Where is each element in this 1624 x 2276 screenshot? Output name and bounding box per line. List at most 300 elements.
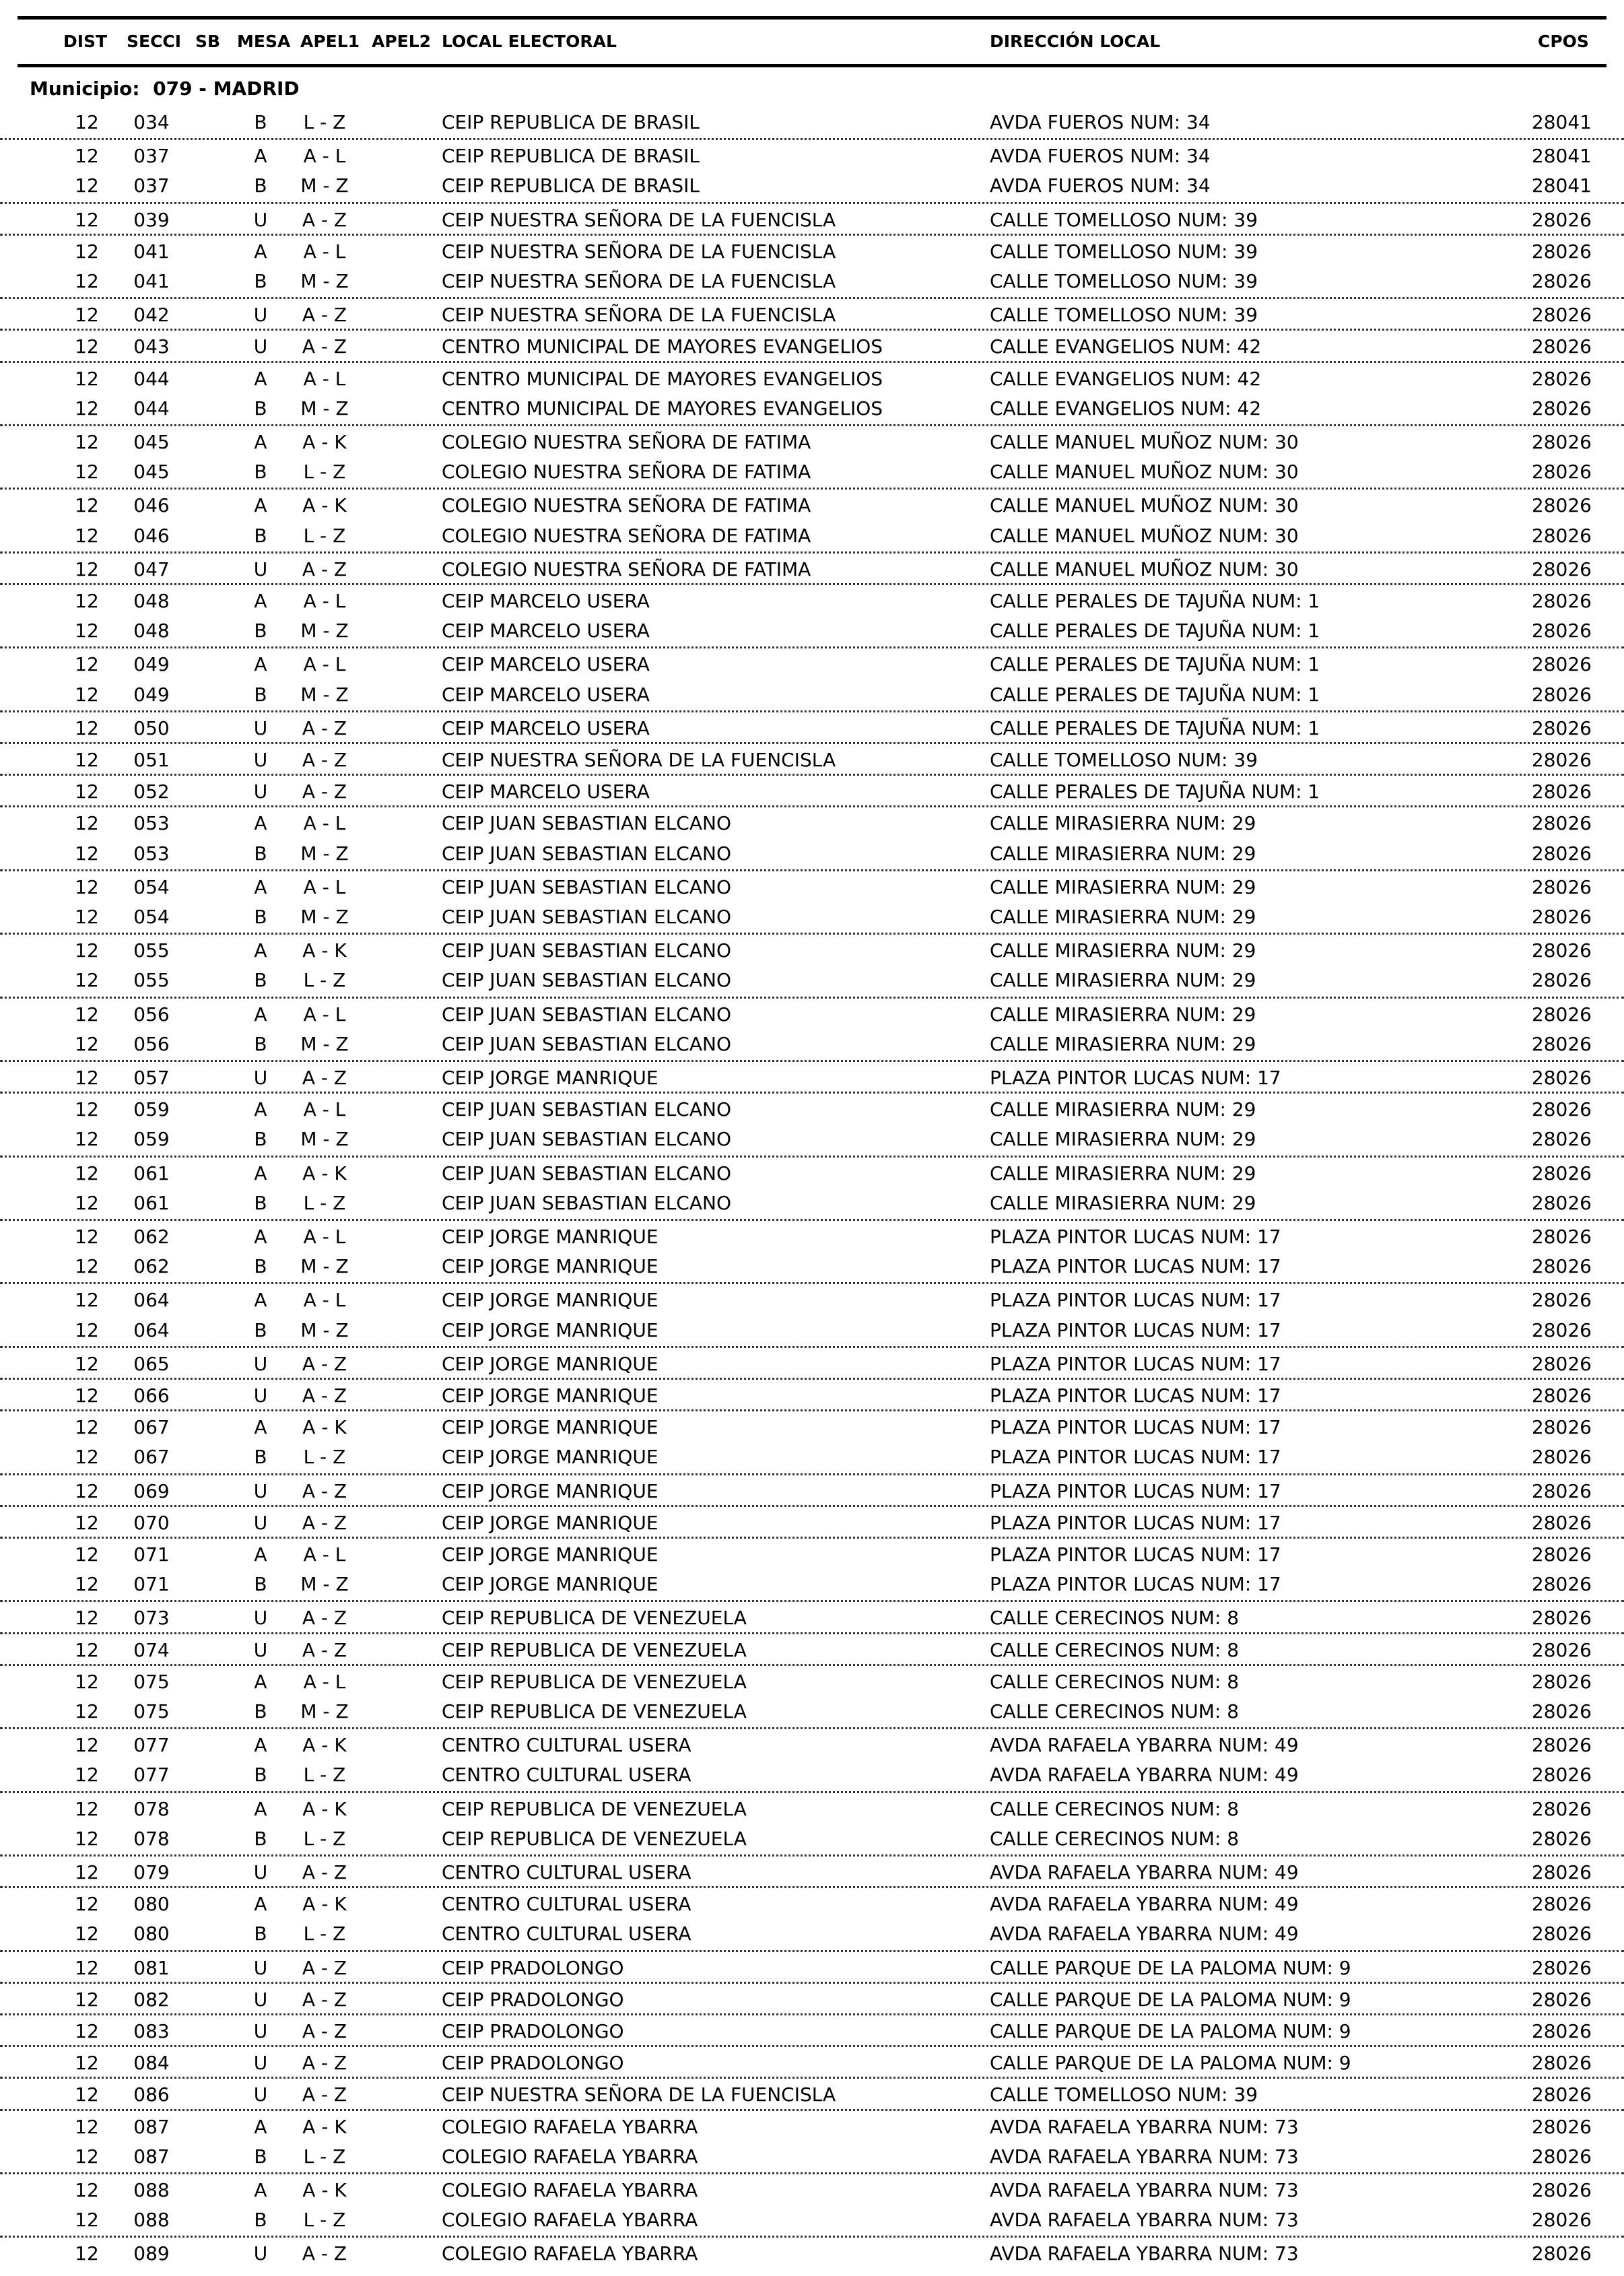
cell-local-electoral: CEIP JUAN SEBASTIAN ELCANO — [442, 1191, 731, 1214]
cell-secci: 065 — [133, 1352, 170, 1375]
cell-secci: 047 — [133, 558, 170, 580]
cell-local-electoral: COLEGIO NUESTRA SEÑORA DE FATIMA — [442, 461, 811, 483]
table-row — [0, 1156, 1624, 1187]
cell-direccion-local: PLAZA PINTOR LUCAS NUM: 17 — [990, 1318, 1281, 1341]
cell-direccion-local: PLAZA PINTOR LUCAS NUM: 17 — [990, 1511, 1281, 1534]
table-row — [0, 1314, 1624, 1346]
cell-secci: 077 — [133, 1734, 170, 1757]
cell-direccion-local: CALLE TOMELLOSO NUM: 39 — [990, 270, 1258, 292]
cell-secci: 054 — [133, 875, 170, 898]
cell-secci: 064 — [133, 1318, 170, 1341]
cell-local-electoral: CEIP JORGE MANRIQUE — [442, 1573, 658, 1596]
cell-apel1: M - Z — [300, 1318, 349, 1341]
cell-apel1: A - L — [303, 1098, 346, 1121]
table-row — [0, 1505, 1624, 1537]
cell-cpos: 28026 — [1531, 397, 1592, 420]
cell-mesa: A — [254, 1543, 267, 1566]
cell-secci: 071 — [133, 1543, 170, 1566]
cell-cpos: 28026 — [1531, 1162, 1592, 1184]
cell-mesa: B — [254, 1700, 267, 1722]
table-row — [0, 234, 1624, 265]
cell-cpos: 28026 — [1531, 1573, 1592, 1596]
cell-local-electoral: CEIP JORGE MANRIQUE — [442, 1384, 658, 1407]
cell-cpos: 28026 — [1531, 812, 1592, 835]
cell-local-electoral: CEIP NUESTRA SEÑORA DE LA FUENCISLA — [442, 304, 836, 327]
cell-apel1: A - K — [302, 2115, 347, 2138]
cell-secci: 088 — [133, 2209, 170, 2232]
cell-apel1: A - K — [302, 1797, 347, 1820]
cell-direccion-local: CALLE MANUEL MUÑOZ NUM: 30 — [990, 558, 1299, 580]
cell-apel1: A - L — [303, 590, 346, 612]
cell-mesa: A — [254, 145, 267, 168]
cell-mesa: A — [254, 939, 267, 962]
table-row — [0, 583, 1624, 615]
cell-local-electoral: COLEGIO NUESTRA SEÑORA DE FATIMA — [442, 524, 811, 547]
cell-secci: 059 — [133, 1098, 170, 1121]
header-dist: DIST — [63, 32, 108, 51]
cell-mesa: U — [253, 1352, 268, 1375]
cell-dist: 12 — [75, 397, 99, 420]
cell-mesa: B — [254, 969, 267, 992]
cell-dist: 12 — [75, 1893, 99, 1916]
cell-cpos: 28026 — [1531, 1416, 1592, 1439]
cell-secci: 045 — [133, 461, 170, 483]
table-row — [0, 774, 1624, 805]
cell-secci: 067 — [133, 1416, 170, 1439]
table-row — [0, 1632, 1624, 1664]
cell-local-electoral: CEIP JUAN SEBASTIAN ELCANO — [442, 1098, 731, 1121]
cell-dist: 12 — [75, 1670, 99, 1693]
cell-secci: 059 — [133, 1128, 170, 1151]
cell-apel1: A - L — [303, 1543, 346, 1566]
cell-secci: 088 — [133, 2179, 170, 2201]
cell-mesa: U — [253, 2083, 268, 2106]
table-row — [0, 456, 1624, 488]
cell-apel1: M - Z — [300, 270, 349, 292]
table-row — [0, 1696, 1624, 1727]
cell-cpos: 28026 — [1531, 1638, 1592, 1661]
cell-local-electoral: CEIP MARCELO USERA — [442, 716, 650, 739]
cell-apel1: A - K — [302, 1893, 347, 1916]
cell-apel1: L - Z — [303, 969, 346, 992]
cell-mesa: A — [254, 1226, 267, 1248]
table-row — [0, 1759, 1624, 1790]
table-row — [0, 1664, 1624, 1696]
cell-local-electoral: CENTRO MUNICIPAL DE MAYORES EVANGELIOS — [442, 335, 883, 358]
cell-secci: 052 — [133, 780, 170, 803]
table-row — [0, 424, 1624, 456]
cell-secci: 075 — [133, 1670, 170, 1693]
cell-direccion-local: AVDA RAFAELA YBARRA NUM: 73 — [990, 2179, 1299, 2201]
cell-cpos: 28026 — [1531, 1032, 1592, 1055]
table-row — [0, 1250, 1624, 1282]
cell-cpos: 28026 — [1531, 1893, 1592, 1916]
cell-apel1: L - Z — [303, 2145, 346, 2168]
cell-secci: 061 — [133, 1191, 170, 1214]
municipio-value: 079 - MADRID — [153, 77, 300, 100]
cell-secci: 079 — [133, 1861, 170, 1883]
cell-apel1: A - Z — [302, 335, 347, 358]
table-row — [0, 202, 1624, 234]
cell-mesa: B — [254, 1191, 267, 1214]
cell-mesa: A — [254, 494, 267, 517]
header-sb: SB — [195, 32, 221, 51]
cell-cpos: 28026 — [1531, 1352, 1592, 1375]
cell-local-electoral: CEIP NUESTRA SEÑORA DE LA FUENCISLA — [442, 240, 836, 263]
table-row — [0, 1950, 1624, 1982]
cell-dist: 12 — [75, 1638, 99, 1661]
cell-dist: 12 — [75, 1416, 99, 1439]
table-row — [0, 1473, 1624, 1505]
cell-cpos: 28026 — [1531, 304, 1592, 327]
cell-apel1: M - Z — [300, 1255, 349, 1278]
cell-mesa: B — [254, 1573, 267, 1596]
cell-cpos: 28026 — [1531, 270, 1592, 292]
cell-secci: 042 — [133, 304, 170, 327]
cell-cpos: 28026 — [1531, 1479, 1592, 1502]
municipio-label: Municipio: — [30, 77, 140, 100]
cell-secci: 062 — [133, 1226, 170, 1248]
cell-direccion-local: CALLE CERECINOS NUM: 8 — [990, 1797, 1240, 1820]
cell-secci: 048 — [133, 620, 170, 642]
cell-cpos: 28026 — [1531, 1543, 1592, 1566]
cell-direccion-local: CALLE MANUEL MUÑOZ NUM: 30 — [990, 461, 1299, 483]
cell-mesa: U — [253, 1607, 268, 1630]
cell-mesa: U — [253, 558, 268, 580]
cell-direccion-local: CALLE MIRASIERRA NUM: 29 — [990, 1128, 1256, 1151]
cell-local-electoral: COLEGIO NUESTRA SEÑORA DE FATIMA — [442, 558, 811, 580]
cell-dist: 12 — [75, 1956, 99, 1979]
cell-dist: 12 — [75, 875, 99, 898]
table-row — [0, 1600, 1624, 1632]
cell-dist: 12 — [75, 1988, 99, 2011]
cell-direccion-local: CALLE MIRASIERRA NUM: 29 — [990, 906, 1256, 928]
cell-dist: 12 — [75, 461, 99, 483]
cell-apel1: A - L — [303, 653, 346, 676]
cell-mesa: B — [254, 111, 267, 133]
table-row — [0, 1123, 1624, 1155]
cell-mesa: A — [254, 1734, 267, 1757]
cell-secci: 044 — [133, 367, 170, 390]
cell-local-electoral: COLEGIO RAFAELA YBARRA — [442, 2145, 698, 2168]
cell-apel1: A - Z — [302, 1638, 347, 1661]
cell-direccion-local: CALLE CERECINOS NUM: 8 — [990, 1700, 1240, 1722]
cell-mesa: B — [254, 1318, 267, 1341]
cell-cpos: 28026 — [1531, 842, 1592, 865]
cell-mesa: A — [254, 812, 267, 835]
cell-local-electoral: CEIP JORGE MANRIQUE — [442, 1479, 658, 1502]
cell-apel1: A - Z — [302, 304, 347, 327]
cell-dist: 12 — [75, 558, 99, 580]
cell-direccion-local: PLAZA PINTOR LUCAS NUM: 17 — [990, 1446, 1281, 1469]
cell-apel1: M - Z — [300, 906, 349, 928]
cell-secci: 086 — [133, 2083, 170, 2106]
table-row — [0, 1727, 1624, 1759]
table-row — [0, 329, 1624, 360]
cell-direccion-local: AVDA RAFAELA YBARRA NUM: 49 — [990, 1893, 1299, 1916]
cell-cpos: 28026 — [1531, 1607, 1592, 1630]
cell-cpos: 28026 — [1531, 524, 1592, 547]
cell-apel1: A - Z — [302, 2242, 347, 2265]
cell-cpos: 28041 — [1531, 111, 1592, 133]
cell-apel1: M - Z — [300, 1573, 349, 1596]
cell-cpos: 28026 — [1531, 1255, 1592, 1278]
cell-local-electoral: CEIP JUAN SEBASTIAN ELCANO — [442, 1003, 731, 1026]
cell-cpos: 28026 — [1531, 335, 1592, 358]
cell-local-electoral: CEIP REPUBLICA DE BRASIL — [442, 174, 700, 197]
cell-cpos: 28026 — [1531, 2209, 1592, 2232]
cell-dist: 12 — [75, 842, 99, 865]
cell-mesa: B — [254, 2209, 267, 2232]
cell-apel1: M - Z — [300, 620, 349, 642]
cell-cpos: 28026 — [1531, 1797, 1592, 1820]
cell-apel1: A - Z — [302, 1479, 347, 1502]
cell-cpos: 28026 — [1531, 1318, 1592, 1341]
cell-secci: 074 — [133, 1638, 170, 1661]
cell-apel1: M - Z — [300, 1032, 349, 1055]
cell-secci: 062 — [133, 1255, 170, 1278]
cell-apel1: L - Z — [303, 1764, 346, 1786]
cell-mesa: B — [254, 1922, 267, 1945]
cell-apel1: A - Z — [302, 1352, 347, 1375]
cell-cpos: 28026 — [1531, 749, 1592, 771]
cell-apel1: A - Z — [302, 558, 347, 580]
cell-mesa: B — [254, 1128, 267, 1151]
table-row — [0, 742, 1624, 774]
cell-secci: 046 — [133, 494, 170, 517]
cell-secci: 051 — [133, 749, 170, 771]
cell-direccion-local: CALLE MIRASIERRA NUM: 29 — [990, 1032, 1256, 1055]
cell-local-electoral: CENTRO CULTURAL USERA — [442, 1861, 691, 1883]
table-row — [0, 106, 1624, 138]
cell-secci: 056 — [133, 1032, 170, 1055]
cell-local-electoral: CEIP JUAN SEBASTIAN ELCANO — [442, 842, 731, 865]
table-row — [0, 901, 1624, 933]
cell-cpos: 28026 — [1531, 1922, 1592, 1945]
cell-secci: 080 — [133, 1893, 170, 1916]
cell-local-electoral: CEIP REPUBLICA DE VENEZUELA — [442, 1700, 747, 1722]
cell-secci: 075 — [133, 1700, 170, 1722]
table-row — [0, 1282, 1624, 1314]
cell-local-electoral: CEIP JORGE MANRIQUE — [442, 1416, 658, 1439]
table-row — [0, 1886, 1624, 1918]
cell-apel1: A - K — [302, 431, 347, 453]
cell-dist: 12 — [75, 1861, 99, 1883]
cell-direccion-local: CALLE CERECINOS NUM: 8 — [990, 1827, 1240, 1850]
cell-dist: 12 — [75, 749, 99, 771]
cell-dist: 12 — [75, 1352, 99, 1375]
cell-secci: 048 — [133, 590, 170, 612]
cell-cpos: 28026 — [1531, 1861, 1592, 1883]
table-row — [0, 2204, 1624, 2236]
cell-mesa: A — [254, 431, 267, 453]
cell-local-electoral: CEIP MARCELO USERA — [442, 590, 650, 612]
cell-direccion-local: PLAZA PINTOR LUCAS NUM: 17 — [990, 1289, 1281, 1312]
cell-direccion-local: CALLE PERALES DE TAJUÑA NUM: 1 — [990, 590, 1320, 612]
cell-cpos: 28026 — [1531, 969, 1592, 992]
cell-dist: 12 — [75, 1922, 99, 1945]
cell-cpos: 28026 — [1531, 780, 1592, 803]
cell-direccion-local: CALLE TOMELLOSO NUM: 39 — [990, 208, 1258, 231]
cell-local-electoral: CEIP NUESTRA SEÑORA DE LA FUENCISLA — [442, 2083, 836, 2106]
cell-dist: 12 — [75, 2083, 99, 2106]
cell-apel1: A - Z — [302, 1607, 347, 1630]
cell-apel1: A - L — [303, 812, 346, 835]
cell-dist: 12 — [75, 1384, 99, 1407]
cell-apel1: A - K — [302, 939, 347, 962]
cell-dist: 12 — [75, 494, 99, 517]
cell-mesa: B — [254, 461, 267, 483]
cell-secci: 046 — [133, 524, 170, 547]
cell-dist: 12 — [75, 431, 99, 453]
cell-dist: 12 — [75, 1764, 99, 1786]
cell-mesa: A — [254, 1162, 267, 1184]
cell-cpos: 28026 — [1531, 906, 1592, 928]
cell-mesa: B — [254, 1255, 267, 1278]
table-row — [0, 838, 1624, 869]
cell-dist: 12 — [75, 240, 99, 263]
cell-apel1: M - Z — [300, 1700, 349, 1722]
cell-secci: 071 — [133, 1573, 170, 1596]
cell-dist: 12 — [75, 1162, 99, 1184]
cell-local-electoral: CEIP MARCELO USERA — [442, 620, 650, 642]
cell-cpos: 28026 — [1531, 431, 1592, 453]
cell-dist: 12 — [75, 1255, 99, 1278]
cell-secci: 049 — [133, 653, 170, 676]
cell-mesa: A — [254, 240, 267, 263]
cell-mesa: B — [254, 620, 267, 642]
cell-apel1: A - Z — [302, 208, 347, 231]
cell-dist: 12 — [75, 524, 99, 547]
cell-dist: 12 — [75, 174, 99, 197]
cell-dist: 12 — [75, 590, 99, 612]
cell-direccion-local: CALLE MIRASIERRA NUM: 29 — [990, 1162, 1256, 1184]
cell-dist: 12 — [75, 1318, 99, 1341]
cell-local-electoral: CEIP JORGE MANRIQUE — [442, 1511, 658, 1534]
cell-direccion-local: CALLE TOMELLOSO NUM: 39 — [990, 2083, 1258, 2106]
cell-apel1: A - Z — [302, 1956, 347, 1979]
cell-mesa: U — [253, 716, 268, 739]
table-header — [18, 16, 1606, 67]
table-row — [0, 679, 1624, 710]
cell-dist: 12 — [75, 2115, 99, 2138]
cell-direccion-local: CALLE CERECINOS NUM: 8 — [990, 1670, 1240, 1693]
cell-direccion-local: CALLE MANUEL MUÑOZ NUM: 30 — [990, 431, 1299, 453]
cell-direccion-local: CALLE MIRASIERRA NUM: 29 — [990, 1003, 1256, 1026]
table-row — [0, 2236, 1624, 2267]
cell-local-electoral: CEIP REPUBLICA DE VENEZUELA — [442, 1670, 747, 1693]
table-row — [0, 138, 1624, 170]
cell-local-electoral: COLEGIO NUESTRA SEÑORA DE FATIMA — [442, 431, 811, 453]
cell-mesa: U — [253, 1956, 268, 1979]
cell-dist: 12 — [75, 906, 99, 928]
cell-mesa: A — [254, 875, 267, 898]
cell-dist: 12 — [75, 145, 99, 168]
cell-local-electoral: CEIP JUAN SEBASTIAN ELCANO — [442, 1032, 731, 1055]
cell-direccion-local: CALLE PERALES DE TAJUÑA NUM: 1 — [990, 653, 1320, 676]
cell-apel1: A - L — [303, 1003, 346, 1026]
cell-mesa: U — [253, 1638, 268, 1661]
cell-apel1: A - L — [303, 367, 346, 390]
cell-cpos: 28026 — [1531, 590, 1592, 612]
cell-cpos: 28041 — [1531, 174, 1592, 197]
cell-secci: 083 — [133, 2020, 170, 2042]
cell-cpos: 28026 — [1531, 1511, 1592, 1534]
cell-local-electoral: CEIP PRADOLONGO — [442, 1988, 624, 2011]
table-row — [0, 1219, 1624, 1250]
table-row — [0, 1060, 1624, 1092]
table-row — [0, 964, 1624, 996]
cell-mesa: U — [253, 2020, 268, 2042]
cell-dist: 12 — [75, 1191, 99, 1214]
cell-cpos: 28026 — [1531, 716, 1592, 739]
cell-mesa: U — [253, 2242, 268, 2265]
cell-local-electoral: CEIP REPUBLICA DE BRASIL — [442, 145, 700, 168]
cell-local-electoral: CEIP JUAN SEBASTIAN ELCANO — [442, 939, 731, 962]
cell-dist: 12 — [75, 2209, 99, 2232]
cell-direccion-local: CALLE PERALES DE TAJUÑA NUM: 1 — [990, 620, 1320, 642]
cell-cpos: 28026 — [1531, 1670, 1592, 1693]
cell-mesa: A — [254, 2115, 267, 2138]
cell-dist: 12 — [75, 335, 99, 358]
table-row — [0, 805, 1624, 837]
cell-dist: 12 — [75, 1700, 99, 1722]
cell-dist: 12 — [75, 1098, 99, 1121]
table-row — [0, 2013, 1624, 2045]
cell-cpos: 28026 — [1531, 208, 1592, 231]
cell-direccion-local: CALLE MIRASIERRA NUM: 29 — [990, 1098, 1256, 1121]
cell-direccion-local: PLAZA PINTOR LUCAS NUM: 17 — [990, 1352, 1281, 1375]
cell-cpos: 28026 — [1531, 2115, 1592, 2138]
cell-dist: 12 — [75, 1003, 99, 1026]
table-row — [0, 933, 1624, 964]
cell-mesa: A — [254, 590, 267, 612]
cell-direccion-local: PLAZA PINTOR LUCAS NUM: 17 — [990, 1067, 1281, 1089]
cell-direccion-local: CALLE PARQUE DE LA PALOMA NUM: 9 — [990, 1956, 1351, 1979]
cell-dist: 12 — [75, 367, 99, 390]
header-direccion-local: DIRECCIÓN LOCAL — [990, 32, 1161, 51]
table-row — [0, 551, 1624, 583]
cell-apel1: A - Z — [302, 2083, 347, 2106]
cell-secci: 069 — [133, 1479, 170, 1502]
cell-mesa: U — [253, 1988, 268, 2011]
table-row — [0, 1982, 1624, 2013]
cell-local-electoral: CEIP JORGE MANRIQUE — [442, 1226, 658, 1248]
cell-secci: 041 — [133, 270, 170, 292]
cell-local-electoral: CEIP JORGE MANRIQUE — [442, 1255, 658, 1278]
cell-apel1: A - Z — [302, 749, 347, 771]
cell-apel1: A - L — [303, 875, 346, 898]
cell-local-electoral: CENTRO CULTURAL USERA — [442, 1893, 691, 1916]
cell-secci: 054 — [133, 906, 170, 928]
table-row — [0, 361, 1624, 393]
header-secci: SECCI — [127, 32, 182, 51]
cell-apel1: L - Z — [303, 1446, 346, 1469]
cell-direccion-local: PLAZA PINTOR LUCAS NUM: 17 — [990, 1573, 1281, 1596]
cell-secci: 045 — [133, 431, 170, 453]
table-row — [0, 2109, 1624, 2141]
cell-direccion-local: AVDA RAFAELA YBARRA NUM: 73 — [990, 2209, 1299, 2232]
cell-secci: 044 — [133, 397, 170, 420]
cell-cpos: 28026 — [1531, 1446, 1592, 1469]
table-row — [0, 1441, 1624, 1473]
table-row — [0, 2077, 1624, 2108]
cell-cpos: 28026 — [1531, 1956, 1592, 1979]
cell-dist: 12 — [75, 1511, 99, 1534]
cell-direccion-local: PLAZA PINTOR LUCAS NUM: 17 — [990, 1416, 1281, 1439]
cell-dist: 12 — [75, 812, 99, 835]
cell-direccion-local: PLAZA PINTOR LUCAS NUM: 17 — [990, 1479, 1281, 1502]
